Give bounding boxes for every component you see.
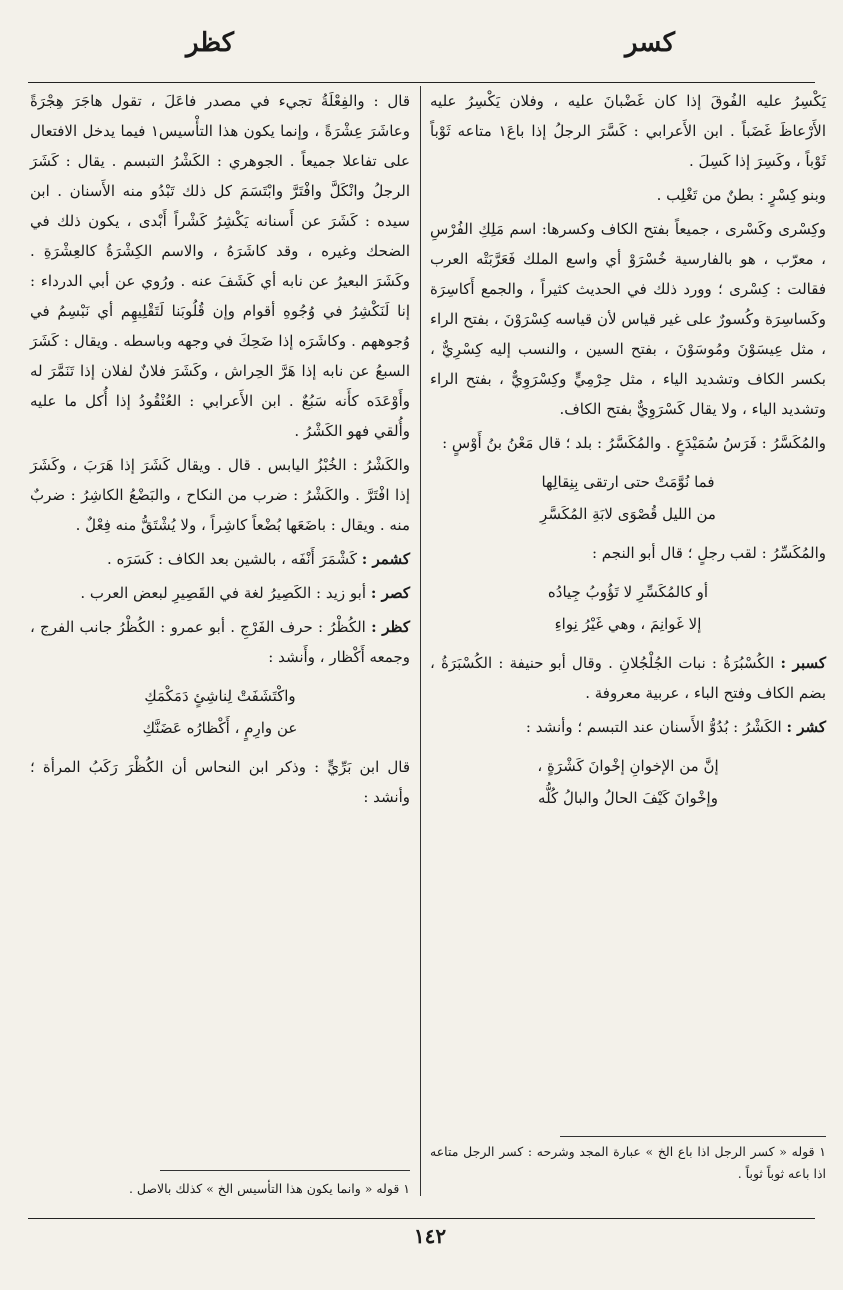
header-rule bbox=[28, 82, 815, 83]
entry-paragraph: وكِسْرى وكَسْرى ، جميعاً بفتح الكاف وكسرها: اسم مَلِكِ الفُرْسِ ، معرّب ، هو بالفارسية خُسْرَوْ أي واسع الملك فَعَرَّبَتْه العرب فقالت : كِسْرى ؛ وورد ذلك في الحديث كثيراً ، والجمع أَكاسِرَة وكَساسِرَة وكُسورٌ على غير قياس لأن قياسه كِسْرَوْنَ ، بفتح الراء ، مثل عِيسَوْنَ ومُوسَوْنَ ، بفتح السين ، والنسب إليه كِسْرِيٌّ ، بكسر الكاف وتشديد الياء ، مثل حِرْمِيٍّ وكِسْرَوِيٌّ ، بفتح الراء وتشديد الياء ، ولا يقال كَسْرَوِيٌّ بفتح الكاف. bbox=[430, 220, 826, 418]
verse bbox=[30, 680, 410, 744]
footnote-rule bbox=[160, 1170, 410, 1171]
entry-text: كَشْمَرَ أَنْفَه ، بالشين بعد الكاف : كَسَرَه . bbox=[107, 550, 357, 568]
entry-text: أبو زيد : الكَصِيرُ لغة في القَصِيرِ لبعض العرب . bbox=[80, 584, 367, 602]
verse-line: عن وارِمٍ ، أَكْظارُه عَضَنَّكِ bbox=[142, 719, 298, 737]
footnote: ١ قوله « وانما يكون هذا التأسيس الخ » كذلك بالاصل . bbox=[128, 1181, 410, 1196]
footnote-rule bbox=[560, 1136, 826, 1137]
entry-paragraph: يَكْسِرُ عليه الفُوقَ إذا كان غَضْبانَ عليه ، وفلان يَكْسِرُ عليه الأَرْعاظَ غَضَباً . ابن الأَعرابي : كَسَّرَ الرجلُ إذا باعَ١ متاعه ثَوْباً ثَوْباً ، وكَسِرَ إذا كَسِلَ . bbox=[430, 92, 826, 170]
verse-line: إلا غَوانِمَ ، وهي غَيْرُ نِواءِ bbox=[554, 615, 702, 633]
entry-paragraph bbox=[430, 712, 826, 742]
entry-paragraph: قال : والفِعْلَةُ تجيء في مصدر فاعَلَ ، تقول هاجَرَ هِجْرَةً وعاشَرَ عِشْرَةً ، وإنما يكون هذا التأْسيس١ فيما يدخل الافتعال على تفاعلا جميعاً . الجوهري : الكَشْرُ التبسم . يقال : كَشَرَ الرجلُ وانْكَلَّ وافْتَرَّ وابْتَسَمَ كل ذلك تَبْدُو منه الأَسنان . ابن سيده : كَشَرَ عن أَسنانه يَكْشِرُ كَشْراً أَبْدى ، يكون ذلك في الضحك وغيره ، وقد كاشَرَهُ ، والاسم الكِشْرَةُ كالعِشْرَةِ . وكَشَرَ البعيرُ عن نابه أي كَشَفَ عنه . ورُوي عن أبي الدرداء : إنا لَنَكْشِرُ في وُجُوهِ أقوام وإن قُلُوبَنا لَتَقْلِيهِم أي نَبْسِمُ في وُجوههم . وكاشَرَه إذا ضَحِكَ في وجهه وباسطه . ويقال : كَشَرَ السبعُ عن نابه إذا هَرَّ الحِراش ، وكَشَرَ فلانٌ لفلان إذا تَنَمَّرَ له وأَوْعَدَه كأَنه سَبُعٌ . ابن الأَعرابي : العُنْقُودُ إذا أُكل ما عليه وأُلقي فهو الكَشْرُ . bbox=[30, 92, 410, 440]
header-left-word: كظر bbox=[185, 28, 235, 58]
headword: كشمر : bbox=[361, 550, 410, 568]
entry-paragraph: قال ابن بَرِّيٍّ : وذكر ابن النحاس أن الكُظْرَ رَكَبُ المرأة ؛ وأنشد : bbox=[30, 758, 410, 806]
left-column bbox=[30, 86, 410, 816]
verse-line: واكْتَشَفَتْ لِناشِئٍ دَمَكْمَكِ bbox=[144, 687, 296, 705]
headword: كصر : bbox=[370, 584, 410, 602]
verse-line: إنَّ من الإخوانِ إخْوانَ كَشْرَةٍ ، bbox=[537, 757, 719, 775]
headword: كشر : bbox=[786, 718, 826, 736]
verse-line: أو كالمُكَسِّرِ لا تَؤُوبُ جِيادُه bbox=[547, 583, 709, 601]
entry-text: الكُظْرُ : حرف الفَرْجِ . أبو عمرو : الكُظْرُ جانب الفرج ، وجمعه أَكْظار ، وأَنشد : bbox=[30, 618, 410, 666]
footnote: ١ قوله « كسر الرجل اذا باع الخ » عبارة المجد وشرحه : كسر الرجل متاعه اذا باعه ثوباً ثوباً . bbox=[430, 1144, 826, 1181]
entry-paragraph: وبنو كِسْرٍ : بطنٌ من تَغْلِب . bbox=[656, 186, 826, 204]
verse-line: فما نُوَّمَتْ حتى ارتقى بِنِقالِها bbox=[541, 473, 715, 491]
headword: كسبر : bbox=[780, 654, 826, 672]
entry-text: الكَشْرُ : بُدُوُّ الأَسنان عند التبسم ؛ وأنشد : bbox=[525, 718, 782, 736]
page-number: ١٤٢ bbox=[413, 1224, 447, 1248]
verse bbox=[430, 466, 826, 530]
entry-paragraph bbox=[30, 612, 410, 672]
verse-line: وإخْوانَ كَيْفَ الحالُ والبالُ كُلُّه bbox=[538, 789, 718, 807]
entry-text: الكُسْبُرَةُ : نبات الجُلْجُلانِ . وقال أبو حنيفة : الكُسْبَرَةُ ، بضم الكاف وفتح الباء ، عربية معروفة . bbox=[430, 654, 826, 702]
right-column bbox=[430, 86, 826, 822]
entry-paragraph: والمُكَسِّرُ : لقب رجلٍ ؛ قال أبو النجم : bbox=[591, 544, 826, 562]
headword: كظر : bbox=[371, 618, 410, 636]
verse bbox=[430, 576, 826, 640]
entry-paragraph bbox=[430, 648, 826, 708]
column-divider bbox=[420, 86, 421, 1196]
footer-rule bbox=[28, 1218, 815, 1219]
entry-paragraph bbox=[30, 544, 410, 574]
entry-paragraph: والمُكَسَّرُ : فَرَسُ سُمَيْدَعٍ . والمُكَسَّرُ : بلد ؛ قال مَعْنُ بنُ أَوْسٍ : bbox=[442, 434, 826, 452]
entry-paragraph bbox=[30, 578, 410, 608]
entry-paragraph: والكَشْرُ : الخُبْزُ اليابس . قال . ويقال كَشَرَ إذا هَرَبَ ، وكَشَرَ إذا افْتَرَّ . والكَشْرُ : ضرب من النكاح ، والبَضْعُ الكاشِرُ : ضربٌ منه . ويقال : باضَعَها بُضْعاً كاشِراً ، ولا يُشْتَقُّ منه فِعْلٌ . bbox=[30, 456, 410, 534]
verse-line: من الليل قُصْوَى لابَةِ المُكَسَّرِ bbox=[540, 505, 716, 523]
header-right-word: كسر bbox=[625, 28, 675, 58]
verse bbox=[430, 750, 826, 814]
